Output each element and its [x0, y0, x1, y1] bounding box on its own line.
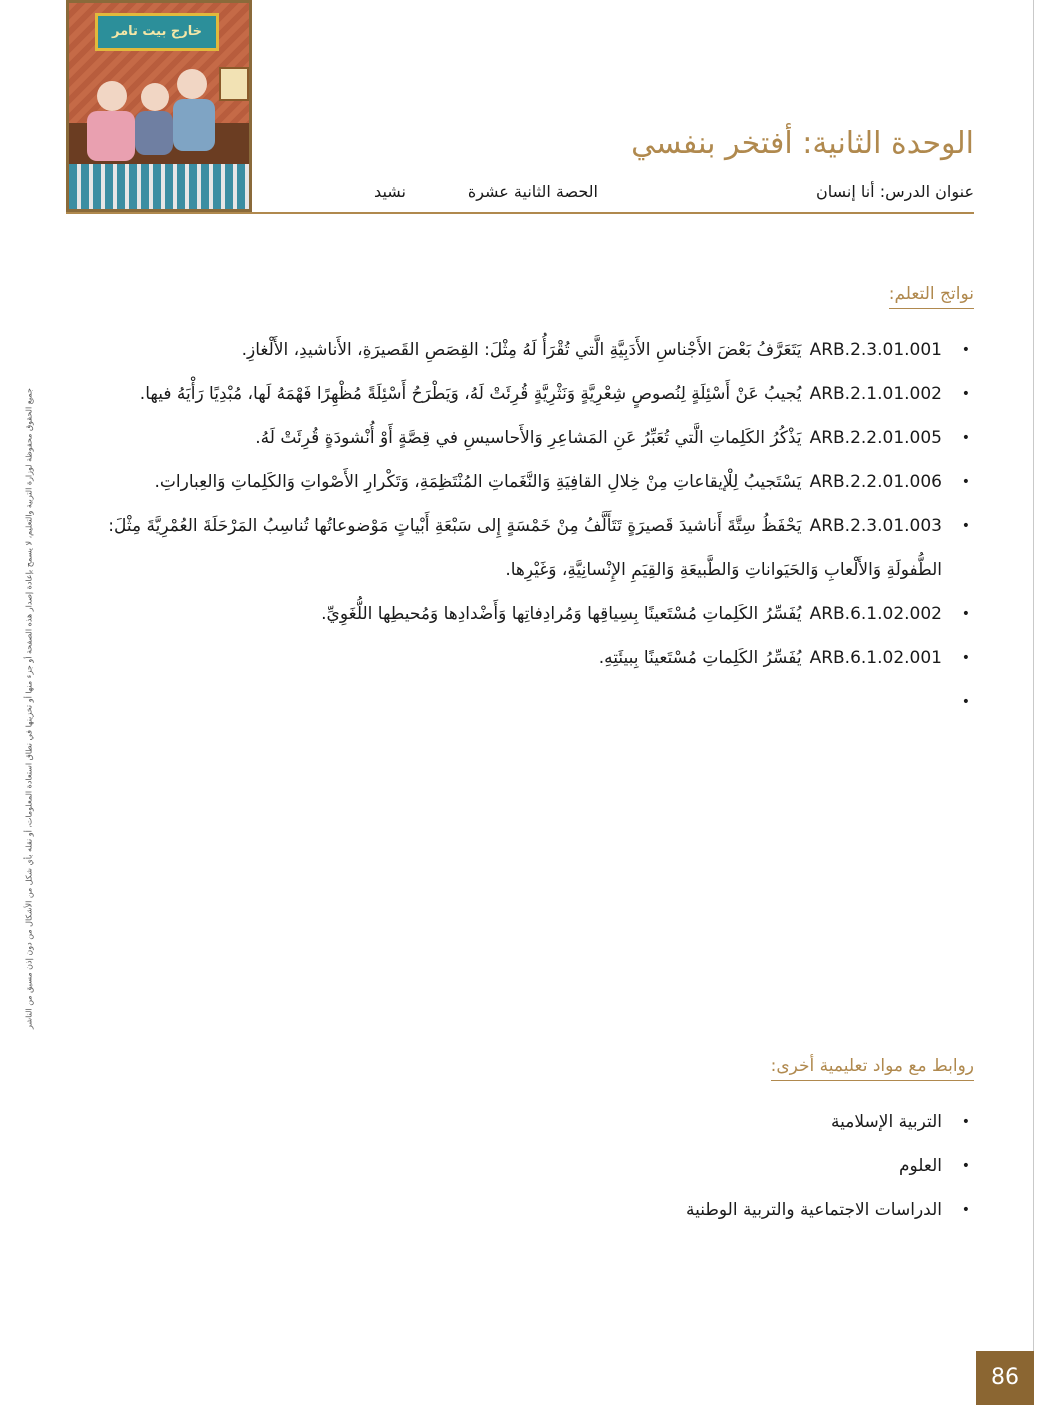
- outcome-text: يُجيبُ عَنْ أَسْئِلَةٍ لِنُصوصٍ شِعْرِيَّةٍ وَنَثْرِيَّةٍ قُرِئَتْ لَهُ، وَيَطْرَحُ أَسْئِلَةً مُظْهِرًا فَهْمَهُ لَها، مُبْدِيًا رَأْيَهُ فيها.: [139, 384, 802, 404]
- cross-curricular-links-list: [686, 1100, 974, 1232]
- outcome-code: ARB.2.2.01.005: [809, 428, 942, 448]
- list-item: [66, 416, 974, 460]
- cross-curricular-links-heading: [771, 1056, 974, 1081]
- copyright-side-note: [16, 330, 38, 1100]
- page-border: [1033, 0, 1034, 1405]
- cover-title-sign: [95, 13, 219, 51]
- list-item: • العلوم: [686, 1144, 974, 1188]
- outcome-text: يَحْفَظُ سِتَّةَ أَناشيدَ قَصيرَةٍ تَتَأَلَّفُ مِنْ خَمْسَةٍ إِلى سَبْعَةِ أَبْياتٍ مَوْضوعاتُها تُناسِبُ المَرْحَلَةَ العُمْرِيَّةَ مِثْلَ: الطُّفولَةِ وَالأَلْعابِ وَالحَيَواناتِ وَالطَّبيعَةِ وَالقِيَمِ الإِنْسانِيَّةِ، وَغَيْرِها.: [108, 516, 942, 580]
- outcome-code: ARB.2.2.01.006: [809, 472, 942, 492]
- lesson-info-line: [66, 182, 974, 208]
- list-item: [66, 372, 974, 416]
- outcome-text: يَتَعَرَّفُ بَعْضَ الأَجْناسِ الأَدَبِيَّةِ الَّتي تُقْرَأُ لَهُ مِثْلَ: القِصَصِ القَصيرَةِ، الأَناشيدِ، الأَلْغازِ.: [241, 340, 802, 360]
- cover-picture-frame: [219, 67, 249, 101]
- list-item: • الدراسات الاجتماعية والتربية الوطنية: [686, 1188, 974, 1232]
- outcome-code: ARB.2.3.01.001: [809, 340, 942, 360]
- outcome-text: يُفَسِّرُ الكَلِماتِ مُسْتَعينًا بِسِياقِها وَمُرادِفاتِها وَأَضْدادِها وَمُحيطِها اللُّغَوِيِّ.: [321, 604, 802, 624]
- session-label: الحصة الثانية عشرة: [467, 182, 598, 201]
- list-item: [66, 460, 974, 504]
- outcome-code: ARB.6.1.02.001: [809, 648, 942, 668]
- learning-outcomes-list: [66, 328, 974, 724]
- learning-outcomes-heading: [889, 284, 974, 309]
- cover-child-body: [87, 111, 135, 161]
- cover-title: خارج بيت تامر: [111, 24, 202, 39]
- list-item: • التربية الإسلامية: [686, 1100, 974, 1144]
- outcome-code: ARB.2.1.01.002: [809, 384, 942, 404]
- list-item: [66, 636, 974, 680]
- cover-child-body: [135, 111, 173, 155]
- learning-outcomes-heading-text: نواتج التعلم:: [888, 284, 974, 304]
- list-item: [66, 504, 974, 592]
- lesson-title: عنوان الدرس: أنا إنسان: [815, 182, 974, 201]
- lesson-type: نشيد: [374, 182, 406, 201]
- heading-underline: [771, 1080, 974, 1081]
- cover-child-head: [177, 69, 207, 99]
- cover-child-head: [141, 83, 169, 111]
- list-item: [66, 680, 974, 724]
- cover-child-head: [97, 81, 127, 111]
- unit-title: الوحدة الثانية: أفتخر بنفسي: [631, 126, 974, 161]
- header-divider: [66, 212, 974, 214]
- outcome-code: ARB.6.1.02.002: [809, 604, 942, 624]
- outcome-text: يُفَسِّرُ الكَلِماتِ مُسْتَعينًا بِبيئَتِهِ.: [598, 648, 802, 668]
- copyright-text: جميع الحقوق محفوظة لوزارة التربية والتعليم، لا يسمح بإعادة إصدار هذه الصفحة أو جزء منها أو تخزينها في نطاق استعادة المعلومات، أو نقله بأي شكل من الأشكال من دون إذن مسبق من الناشر: [24, 388, 34, 1029]
- outcome-text: يَسْتَجيبُ لِلْإيقاعاتِ مِنْ خِلالِ القافِيَةِ وَالنَّغَماتِ المُنْتَظِمَةِ، وَتَكْرارِ الأَصْواتِ وَالكَلِماتِ وَالعِباراتِ.: [154, 472, 802, 492]
- book-cover-image: [66, 0, 252, 212]
- outcome-text: يَذْكُرُ الكَلِماتِ الَّتي تُعَبِّرُ عَنِ المَشاعِرِ وَالأَحاسيسِ في قِصَّةٍ أَوْ أُنْشودَةٍ قُرِئَتْ لَهُ.: [255, 428, 802, 448]
- outcome-code: ARB.2.3.01.003: [809, 516, 942, 536]
- cover-child-body: [173, 99, 215, 151]
- list-item: [66, 592, 974, 636]
- heading-underline: [889, 308, 974, 309]
- list-item: [66, 328, 974, 372]
- cross-curricular-links-heading-text: روابط مع مواد تعليمية أخرى:: [770, 1056, 974, 1076]
- page-number: 86: [976, 1351, 1034, 1405]
